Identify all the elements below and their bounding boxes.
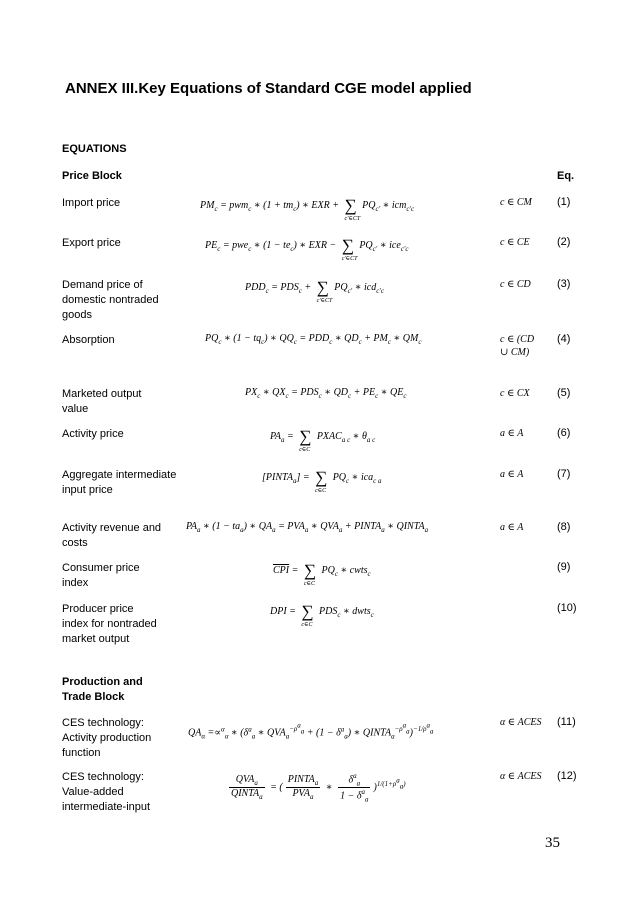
equation-formula: DPI = ∑ c∈C $PDS_c$ ∗ dwts$_c$ bbox=[270, 602, 374, 628]
equation-formula: $[PINTA_a]$ = ∑ c∈C $PQ_c$ ∗ ica$_{c a}$ bbox=[262, 468, 382, 494]
equation-number: (5) bbox=[557, 387, 571, 399]
equation-label: Activity revenue and costs bbox=[62, 522, 162, 549]
equation-number: (8) bbox=[557, 521, 571, 533]
equation-formula: $PA_a$ ∗ $(1 - ta_a)$ ∗ $QA_a = PVA_a$ ∗ $QVA_a$ + $PINTA_a$ ∗ $QINTA_a$ bbox=[186, 521, 429, 534]
equation-label: Marketed output value bbox=[62, 388, 142, 415]
eq-column-header: Eq. bbox=[557, 170, 575, 182]
equation-set: c ∈ CE bbox=[500, 237, 530, 248]
equation-label: Demand price of domestic nontraded goods bbox=[62, 279, 159, 321]
equation-label: Absorption bbox=[62, 334, 115, 346]
equation-number: (3) bbox=[557, 278, 571, 290]
equation-number: (1) bbox=[557, 196, 571, 208]
equation-number: (2) bbox=[557, 236, 571, 248]
equation-set: c ∈ (CD ∪ CM) bbox=[500, 334, 535, 358]
equation-formula: $\overline{CPI}$ = ∑ c∈C $PQ_c$ ∗ cwts$_c$ bbox=[273, 561, 371, 587]
equation-number: (11) bbox=[557, 716, 576, 728]
equation-set: a ∈ A bbox=[500, 469, 524, 480]
equations-heading: EQUATIONS bbox=[62, 143, 127, 155]
equation-label: Import price bbox=[62, 197, 121, 209]
equation-formula: $PDD_c = PDS_c$ + ∑ c′∈CT $PQ_{c'}$ ∗ icd$_{c'c}$ bbox=[245, 278, 384, 304]
equation-formula: $PA_a$ = ∑ c∈C $PXAC_{a c}$ ∗ $\theta_{a c}$ bbox=[270, 427, 376, 453]
equation-number: (4) bbox=[557, 333, 571, 345]
equation-formula: $\frac{QVA_a}{QINTA_a}$ = ( $\frac{PINTA_a}{PVA_a}$ ∗ $\frac{\delta^a_a}{1 - \delta^a_a}$ )$^{1/(1+\rho^a_a)}$ bbox=[231, 772, 406, 804]
equation-label: CES technology: Value-added intermediate-input bbox=[62, 771, 151, 813]
equation-formula: $PM_c = pwm_c$ ∗ $(1 + tm_c)$ ∗ EXR + ∑ c′∈CT $PQ_{c'}$ ∗ icm$_{c'c}$ bbox=[200, 196, 415, 222]
equation-label: Activity price bbox=[62, 428, 124, 440]
equation-label: Producer price index for nontraded market output bbox=[62, 603, 157, 645]
equation-set: α ∈ ACES bbox=[500, 771, 542, 782]
annex-title: ANNEX III.Key Equations of Standard CGE model applied bbox=[65, 80, 472, 97]
equation-number: (6) bbox=[557, 427, 571, 439]
equation-set: c ∈ CX bbox=[500, 388, 530, 399]
equation-set: a ∈ A bbox=[500, 428, 524, 439]
equation-set: c ∈ CD bbox=[500, 279, 531, 290]
production-block-heading: Production and Trade Block bbox=[62, 676, 143, 703]
equation-label: Aggregate intermediate input price bbox=[62, 469, 177, 496]
equation-number: (9) bbox=[557, 561, 571, 573]
equation-label: Export price bbox=[62, 237, 121, 249]
equation-formula: $PQ_c$ ∗ $(1 - tq_c)$ ∗ $QQ_c = PDD_c$ ∗ $QD_c + PM_c$ ∗ $QM_c$ bbox=[205, 333, 422, 346]
page-number: 35 bbox=[545, 835, 560, 851]
equation-number: (12) bbox=[557, 770, 577, 782]
equation-set: c ∈ CM bbox=[500, 197, 532, 208]
equation-formula: $PE_c = pwe_c$ ∗ $(1 - te_c)$ ∗ EXR − ∑ c′∈CT $PQ_{c'}$ ∗ ice$_{c'c}$ bbox=[205, 236, 409, 262]
equation-formula: $QA_\alpha =\propto^\alpha_\alpha$ ∗ ($\delta^a_a$ ∗ $QVA_a^{-\rho^a_a} + (1 - \delta^a_a)$ ∗ $QINTA_a^{-\rho^a_a})^{-1/\rho^a_a}$ bbox=[188, 722, 434, 741]
price-block-heading: Price Block bbox=[62, 170, 122, 182]
equation-label: Consumer price index bbox=[62, 562, 140, 589]
equation-number: (10) bbox=[557, 602, 577, 614]
equation-set: α ∈ ACES bbox=[500, 717, 542, 728]
equation-set: a ∈ A bbox=[500, 522, 524, 533]
equation-formula: $PX_c$ ∗ $QX_c = PDS_c$ ∗ $QD_c + PE_c$ ∗ $QE_c$ bbox=[245, 387, 407, 400]
equation-label: CES technology: Activity production function bbox=[62, 717, 152, 759]
equation-number: (7) bbox=[557, 468, 571, 480]
